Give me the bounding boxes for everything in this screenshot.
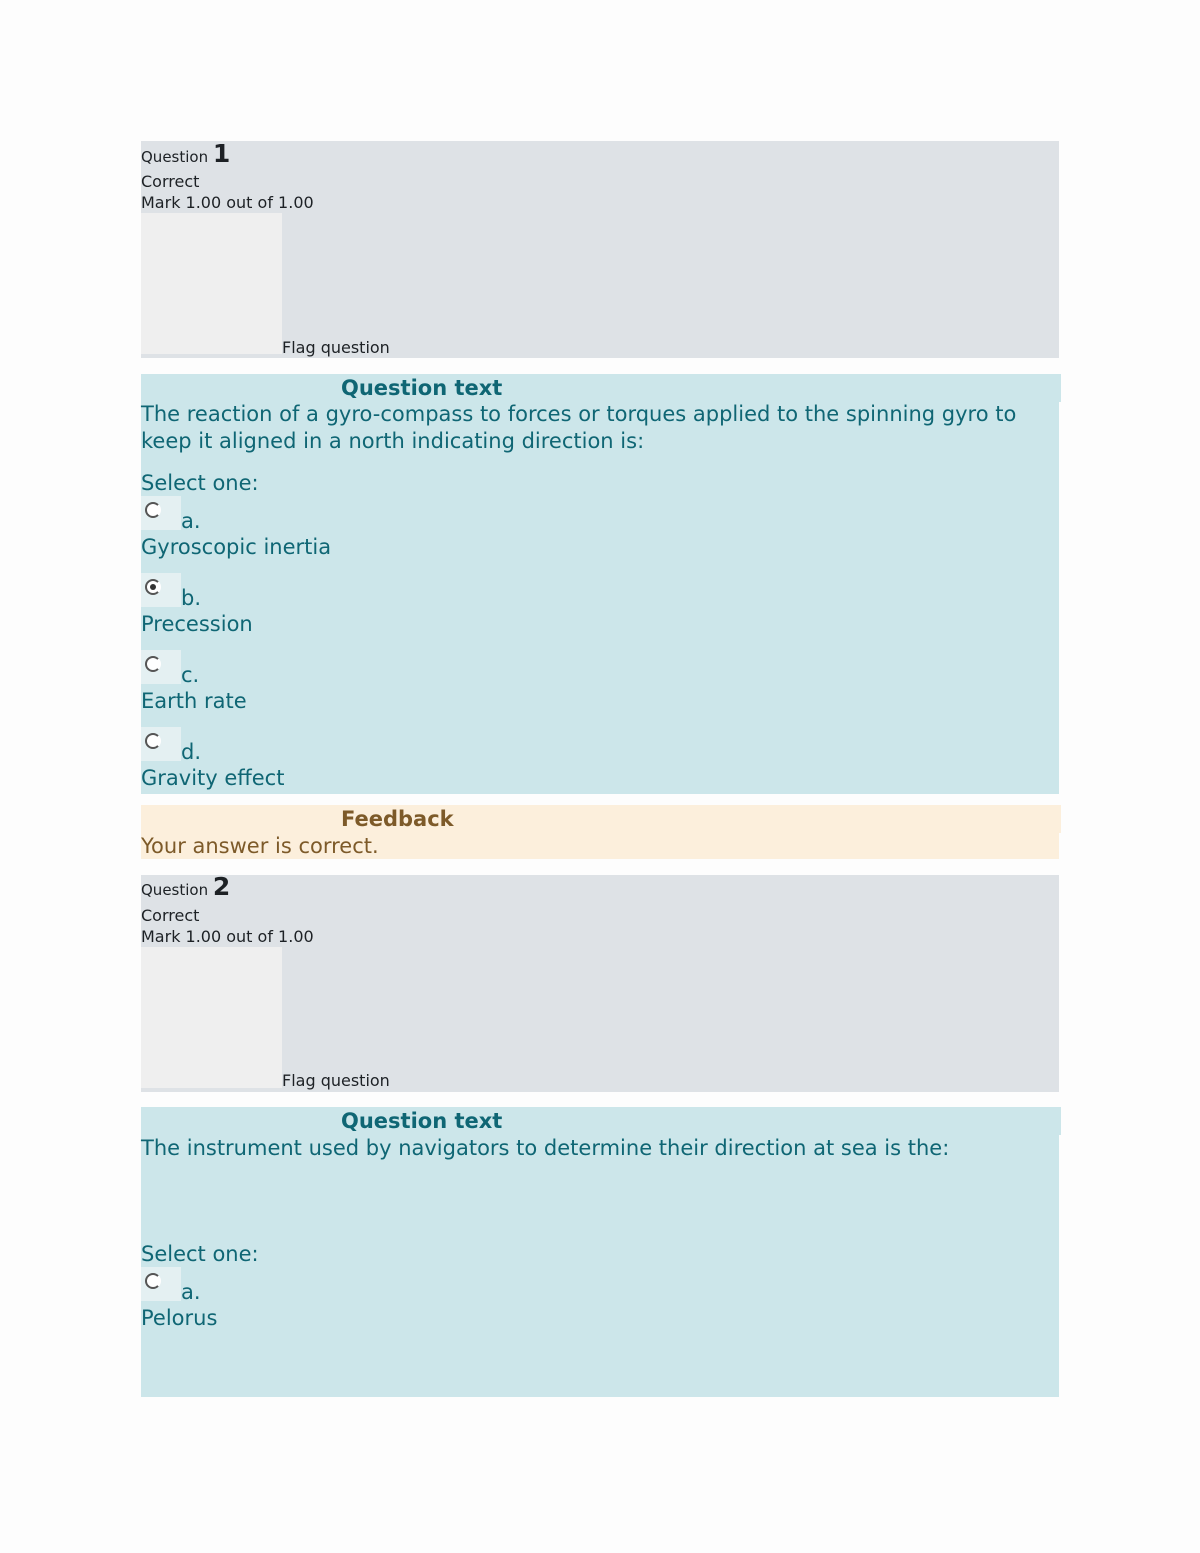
select-one-prompt: Select one: xyxy=(141,471,259,495)
radio-button[interactable] xyxy=(145,733,161,749)
question-text-header: Question text xyxy=(339,374,1061,402)
radio-button-selected[interactable] xyxy=(145,579,161,595)
question-grade: Mark 1.00 out of 1.00 xyxy=(141,193,314,212)
answer-text[interactable]: Pelorus xyxy=(141,1306,218,1330)
answer-text[interactable]: Gyroscopic inertia xyxy=(141,535,332,559)
question-state: Correct xyxy=(141,906,200,925)
select-one-prompt: Select one: xyxy=(141,1242,259,1266)
question-text: The reaction of a gyro-compass to forces or torques applied to the spinning gyro to keep it aligned in a north indicating direction is: xyxy=(141,402,1017,453)
answer-option-b[interactable] xyxy=(141,573,541,639)
feedback-header: Feedback xyxy=(339,805,1061,833)
question-label: Question xyxy=(141,148,209,166)
feedback-text: Your answer is correct. xyxy=(141,834,379,858)
question-2-info xyxy=(141,872,1059,1092)
radio-container[interactable] xyxy=(141,1267,181,1301)
flag-icon[interactable] xyxy=(141,213,282,354)
flag-question-link[interactable]: Flag question xyxy=(282,1071,390,1090)
question-number xyxy=(141,139,231,168)
question-text-header: Question text xyxy=(339,1107,1061,1135)
question-grade: Mark 1.00 out of 1.00 xyxy=(141,927,314,946)
answer-option-a[interactable] xyxy=(141,496,541,562)
answer-letter: b. xyxy=(181,586,202,610)
answer-text[interactable]: Precession xyxy=(141,612,253,636)
answer-text[interactable]: Gravity effect xyxy=(141,766,285,790)
radio-button[interactable] xyxy=(145,1273,161,1289)
radio-container[interactable] xyxy=(141,573,181,607)
answer-option-d[interactable] xyxy=(141,727,541,793)
answer-letter: d. xyxy=(181,740,202,764)
answer-letter: a. xyxy=(181,509,201,533)
question-1-info xyxy=(141,141,1059,358)
question-state: Correct xyxy=(141,172,200,191)
question-1-content xyxy=(141,374,1059,794)
question-number xyxy=(141,872,231,901)
answer-option-a[interactable] xyxy=(141,1267,541,1333)
question-number-value: 2 xyxy=(212,872,231,901)
answer-letter: c. xyxy=(181,663,200,687)
radio-container[interactable] xyxy=(141,727,181,761)
answer-option-c[interactable] xyxy=(141,650,541,716)
question-2-content xyxy=(141,1107,1059,1397)
question-text: The instrument used by navigators to determine their direction at sea is the: xyxy=(141,1136,950,1160)
feedback-box xyxy=(141,805,1059,859)
radio-container[interactable] xyxy=(141,650,181,684)
radio-button[interactable] xyxy=(145,502,161,518)
answer-text[interactable]: Earth rate xyxy=(141,689,247,713)
answer-letter: a. xyxy=(181,1280,201,1304)
radio-button[interactable] xyxy=(145,656,161,672)
question-label: Question xyxy=(141,881,209,899)
radio-container[interactable] xyxy=(141,496,181,530)
flag-question-link[interactable]: Flag question xyxy=(282,338,390,357)
flag-icon[interactable] xyxy=(141,947,282,1088)
question-number-value: 1 xyxy=(212,139,231,168)
